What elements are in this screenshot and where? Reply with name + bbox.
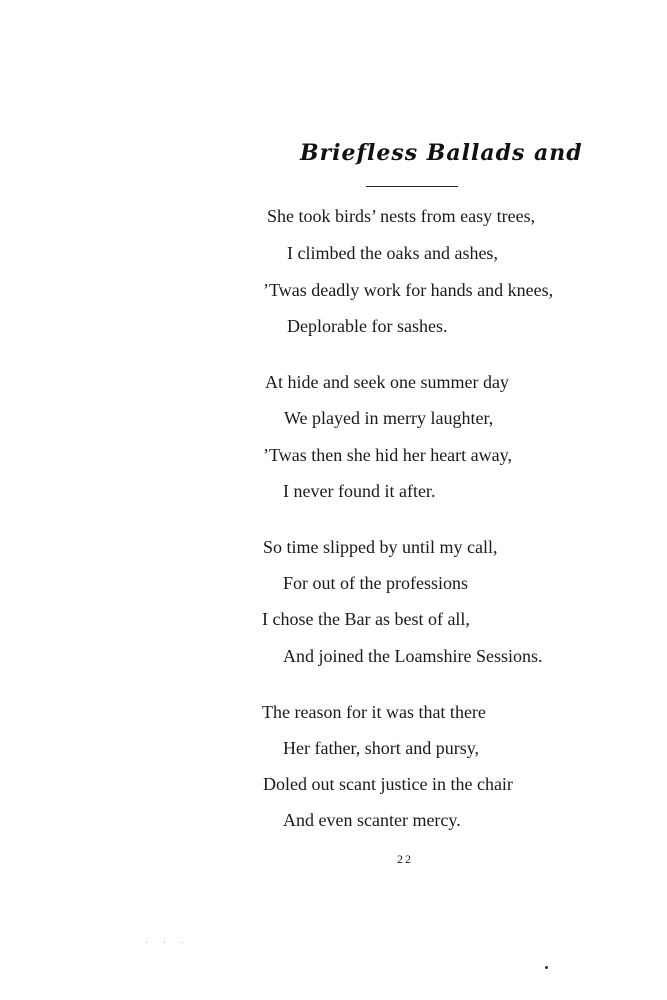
poem-line: We played in merry laughter, [284, 408, 494, 428]
poem-line: Doled out scant justice in the chair [263, 774, 513, 794]
poem-line: The reason for it was that there [262, 702, 486, 722]
scan-artifact: · · · [145, 938, 190, 949]
poem-line: I climbed the oaks and ashes, [287, 243, 498, 263]
running-title: Briefless Ballads and [300, 140, 583, 166]
poem-line: She took birds’ nests from easy trees, [267, 206, 536, 226]
poem-line: I never found it after. [283, 481, 436, 501]
poem-line: I chose the Bar as best of all, [262, 609, 470, 629]
title-rule [366, 186, 458, 187]
poem-line: For out of the professions [283, 573, 468, 593]
poem-line: And even scanter mercy. [283, 810, 461, 830]
poem-line: At hide and seek one summer day [265, 372, 509, 392]
scan-dot [545, 966, 548, 969]
poem-line: Deplorable for sashes. [287, 316, 448, 336]
poem-line: And joined the Loamshire Sessions. [283, 646, 543, 666]
poem-line: Her father, short and pursy, [283, 738, 480, 758]
poem-line: ’Twas then she hid her heart away, [263, 445, 512, 465]
poem-line: ’Twas deadly work for hands and knees, [263, 280, 554, 300]
page-number: 22 [397, 852, 413, 866]
poem-line: So time slipped by until my call, [263, 537, 498, 557]
